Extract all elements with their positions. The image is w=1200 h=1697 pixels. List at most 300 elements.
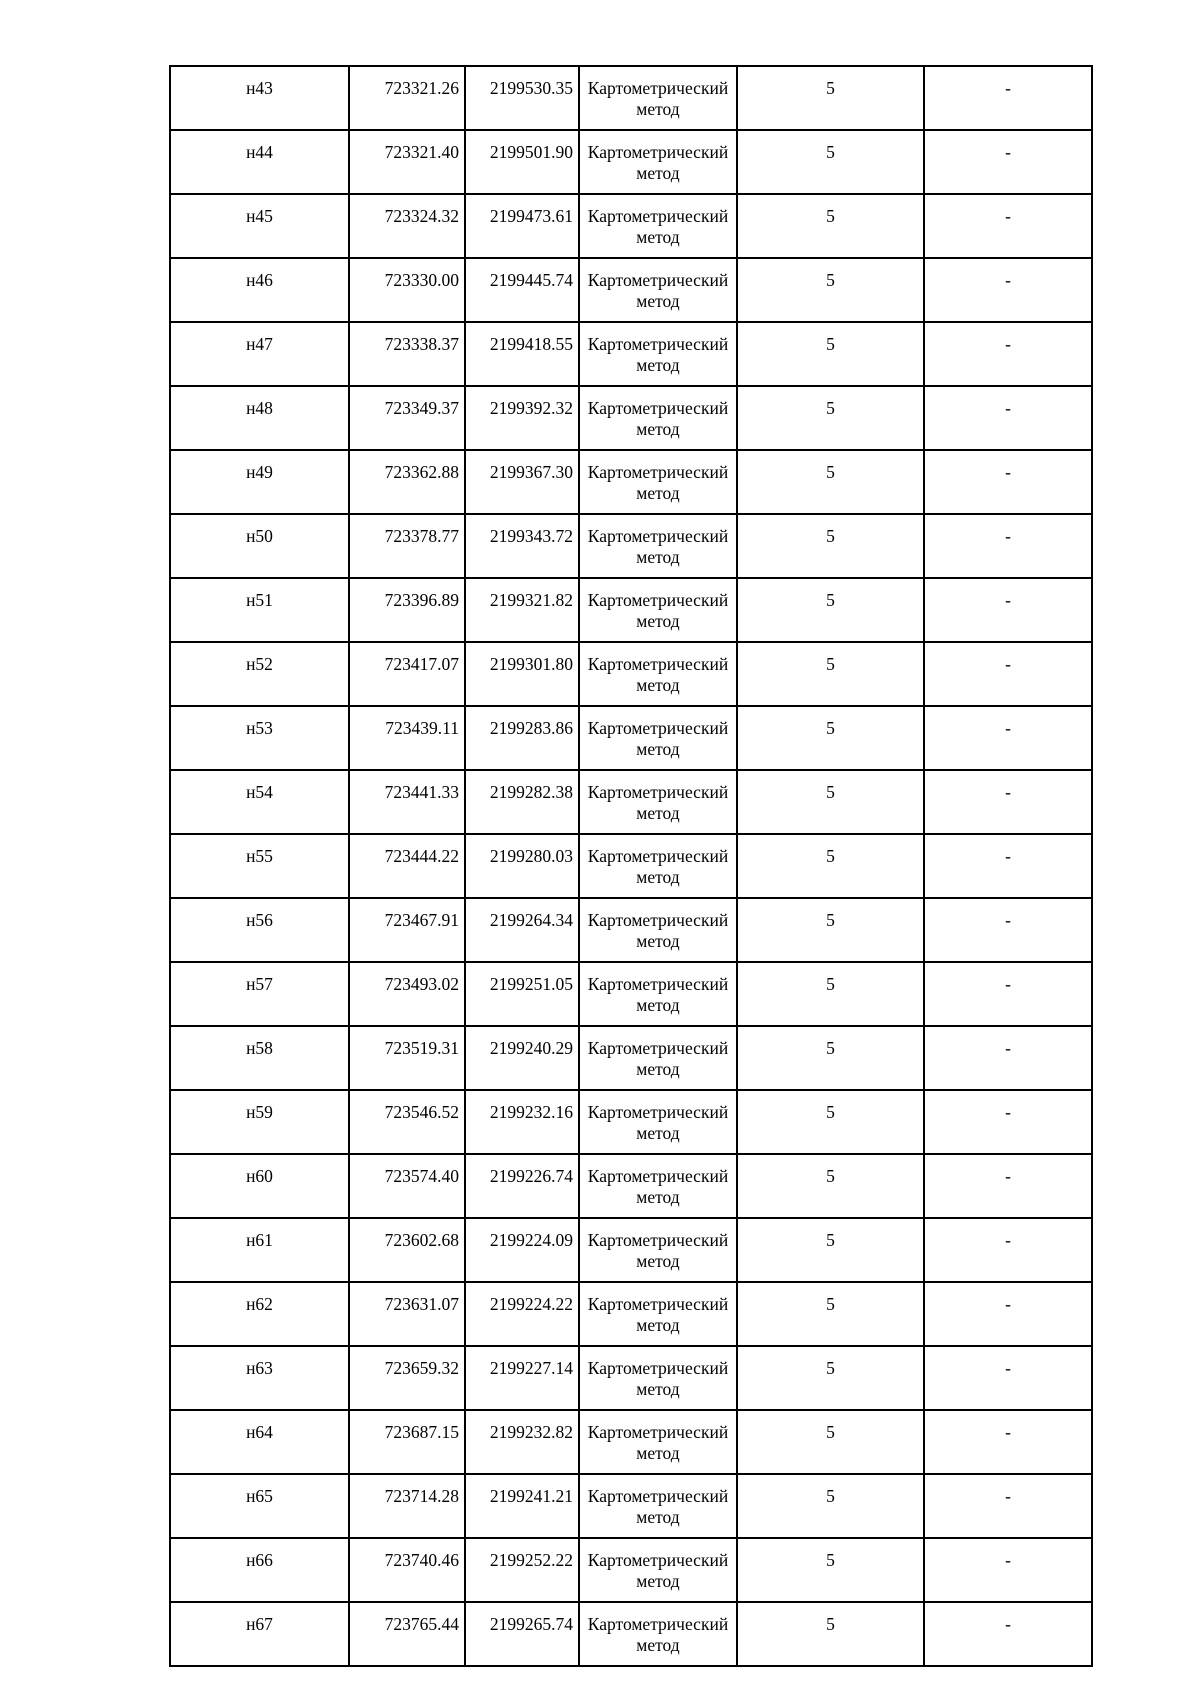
precision-cell [737,386,924,450]
precision-cell [737,962,924,1026]
coordinates-table-body [170,66,1092,1666]
x-coordinate-text: 723324.32 [384,206,459,226]
method-cell [579,1090,737,1154]
x-coordinate-text: 723321.40 [384,142,459,162]
point-name-text: н58 [246,1038,273,1058]
point-name-cell [170,1154,349,1218]
point-name-text: н48 [246,398,273,418]
x-coordinate-text: 723321.26 [384,78,459,98]
table-row [170,450,1092,514]
description-text: - [1005,718,1011,738]
table-row [170,1474,1092,1538]
precision-text: 5 [826,1614,835,1634]
description-text: - [1005,1102,1011,1122]
description-text: - [1005,1550,1011,1570]
precision-cell [737,1282,924,1346]
precision-text: 5 [826,1358,835,1378]
precision-text: 5 [826,1486,835,1506]
x-coordinate-text: 723362.88 [384,462,459,482]
precision-text: 5 [826,1038,835,1058]
point-name-text: н46 [246,270,273,290]
table-row [170,386,1092,450]
method-cell [579,578,737,642]
description-text: - [1005,654,1011,674]
x-coordinate-cell [349,1154,465,1218]
x-coordinate-cell [349,194,465,258]
x-coordinate-cell [349,450,465,514]
method-cell [579,1602,737,1666]
point-name-cell [170,1410,349,1474]
method-text: Картометрический метод [587,782,729,823]
x-coordinate-text: 723687.15 [384,1422,459,1442]
y-coordinate-text: 2199280.03 [489,846,573,866]
method-cell [579,770,737,834]
description-text: - [1005,1230,1011,1250]
point-name-cell [170,322,349,386]
y-coordinate-text: 2199224.09 [489,1230,573,1250]
method-cell [579,1346,737,1410]
description-cell [924,706,1092,770]
description-cell [924,194,1092,258]
precision-cell [737,258,924,322]
description-cell [924,1346,1092,1410]
point-name-text: н59 [246,1102,273,1122]
precision-text: 5 [826,846,835,866]
table-row [170,706,1092,770]
y-coordinate-cell [465,514,579,578]
method-text: Картометрический метод [587,1038,729,1079]
method-text: Картометрический метод [587,1422,729,1463]
point-name-text: н57 [246,974,273,994]
point-name-cell [170,962,349,1026]
table-row [170,514,1092,578]
y-coordinate-text: 2199321.82 [489,590,573,610]
point-name-cell [170,1474,349,1538]
method-cell [579,1154,737,1218]
precision-cell [737,1538,924,1602]
y-coordinate-text: 2199227.14 [489,1358,573,1378]
method-text: Картометрический метод [587,206,729,247]
precision-text: 5 [826,1102,835,1122]
description-cell [924,66,1092,130]
point-name-text: н55 [246,846,273,866]
x-coordinate-text: 723493.02 [384,974,459,994]
method-cell [579,514,737,578]
y-coordinate-cell [465,898,579,962]
description-text: - [1005,1358,1011,1378]
y-coordinate-cell [465,578,579,642]
description-text: - [1005,590,1011,610]
x-coordinate-text: 723519.31 [384,1038,459,1058]
point-name-text: н62 [246,1294,273,1314]
precision-text: 5 [826,1550,835,1570]
y-coordinate-text: 2199265.74 [489,1614,573,1634]
y-coordinate-cell [465,450,579,514]
precision-cell [737,322,924,386]
precision-text: 5 [826,1230,835,1250]
method-text: Картометрический метод [587,462,729,503]
precision-cell [737,642,924,706]
x-coordinate-text: 723396.89 [384,590,459,610]
precision-cell [737,1474,924,1538]
y-coordinate-cell [465,194,579,258]
precision-cell [737,898,924,962]
description-cell [924,834,1092,898]
point-name-cell [170,578,349,642]
precision-cell [737,194,924,258]
description-text: - [1005,846,1011,866]
precision-text: 5 [826,334,835,354]
method-cell [579,898,737,962]
y-coordinate-cell [465,1346,579,1410]
description-text: - [1005,1422,1011,1442]
method-text: Картометрический метод [587,1614,729,1655]
description-cell [924,578,1092,642]
y-coordinate-text: 2199367.30 [489,462,573,482]
x-coordinate-cell [349,834,465,898]
x-coordinate-cell [349,642,465,706]
description-text: - [1005,1294,1011,1314]
description-text: - [1005,270,1011,290]
precision-cell [737,450,924,514]
y-coordinate-text: 2199301.80 [489,654,573,674]
x-coordinate-cell [349,130,465,194]
y-coordinate-cell [465,706,579,770]
description-cell [924,1154,1092,1218]
x-coordinate-text: 723330.00 [384,270,459,290]
description-text: - [1005,78,1011,98]
method-text: Картометрический метод [587,334,729,375]
description-cell [924,1538,1092,1602]
y-coordinate-cell [465,1154,579,1218]
y-coordinate-text: 2199264.34 [489,910,573,930]
precision-text: 5 [826,654,835,674]
precision-cell [737,770,924,834]
precision-text: 5 [826,974,835,994]
table-row [170,130,1092,194]
point-name-cell [170,514,349,578]
x-coordinate-cell [349,1282,465,1346]
precision-text: 5 [826,398,835,418]
precision-cell [737,130,924,194]
description-cell [924,1474,1092,1538]
description-text: - [1005,1486,1011,1506]
method-text: Картометрический метод [587,526,729,567]
x-coordinate-text: 723378.77 [384,526,459,546]
x-coordinate-text: 723659.32 [384,1358,459,1378]
y-coordinate-text: 2199501.90 [489,142,573,162]
x-coordinate-cell [349,706,465,770]
method-text: Картометрический метод [587,270,729,311]
x-coordinate-text: 723631.07 [384,1294,459,1314]
description-cell [924,898,1092,962]
method-text: Картометрический метод [587,78,729,119]
method-cell [579,450,737,514]
description-cell [924,1218,1092,1282]
description-text: - [1005,334,1011,354]
table-row [170,770,1092,834]
y-coordinate-text: 2199251.05 [489,974,573,994]
point-name-text: н56 [246,910,273,930]
y-coordinate-text: 2199343.72 [489,526,573,546]
x-coordinate-cell [349,1538,465,1602]
y-coordinate-text: 2199392.32 [489,398,573,418]
method-cell [579,194,737,258]
precision-text: 5 [826,590,835,610]
point-name-cell [170,1026,349,1090]
description-text: - [1005,782,1011,802]
y-coordinate-text: 2199226.74 [489,1166,573,1186]
x-coordinate-cell [349,1026,465,1090]
method-cell [579,1410,737,1474]
precision-text: 5 [826,1294,835,1314]
y-coordinate-text: 2199232.82 [489,1422,573,1442]
method-cell [579,1474,737,1538]
description-text: - [1005,1166,1011,1186]
table-row [170,1346,1092,1410]
x-coordinate-text: 723546.52 [384,1102,459,1122]
point-name-cell [170,770,349,834]
y-coordinate-text: 2199282.38 [489,782,573,802]
point-name-text: н51 [246,590,273,610]
x-coordinate-cell [349,1602,465,1666]
y-coordinate-cell [465,130,579,194]
method-cell [579,642,737,706]
point-name-cell [170,66,349,130]
precision-text: 5 [826,718,835,738]
point-name-text: н65 [246,1486,273,1506]
point-name-cell [170,194,349,258]
precision-text: 5 [826,142,835,162]
description-cell [924,514,1092,578]
description-cell [924,386,1092,450]
table-row [170,1282,1092,1346]
table-row [170,834,1092,898]
description-text: - [1005,910,1011,930]
method-cell [579,66,737,130]
precision-text: 5 [826,270,835,290]
y-coordinate-cell [465,1602,579,1666]
table-row [170,1602,1092,1666]
point-name-text: н52 [246,654,273,674]
precision-cell [737,578,924,642]
table-row [170,322,1092,386]
description-cell [924,1602,1092,1666]
point-name-cell [170,1346,349,1410]
y-coordinate-cell [465,66,579,130]
description-text: - [1005,1038,1011,1058]
point-name-cell [170,1090,349,1154]
method-text: Картометрический метод [587,846,729,887]
y-coordinate-cell [465,1026,579,1090]
table-row [170,898,1092,962]
y-coordinate-cell [465,1538,579,1602]
method-text: Картометрический метод [587,654,729,695]
point-name-text: н53 [246,718,273,738]
x-coordinate-cell [349,1090,465,1154]
x-coordinate-cell [349,1346,465,1410]
method-text: Картометрический метод [587,910,729,951]
y-coordinate-cell [465,386,579,450]
point-name-cell [170,898,349,962]
precision-cell [737,706,924,770]
x-coordinate-cell [349,1218,465,1282]
description-cell [924,962,1092,1026]
y-coordinate-cell [465,1474,579,1538]
table-row [170,1538,1092,1602]
y-coordinate-text: 2199445.74 [489,270,573,290]
point-name-text: н54 [246,782,273,802]
method-cell [579,1218,737,1282]
precision-cell [737,1410,924,1474]
point-name-cell [170,130,349,194]
point-name-cell [170,1538,349,1602]
table-row [170,66,1092,130]
precision-text: 5 [826,782,835,802]
x-coordinate-cell [349,962,465,1026]
point-name-cell [170,706,349,770]
point-name-text: н45 [246,206,273,226]
coordinates-table [169,65,1093,1667]
y-coordinate-cell [465,1218,579,1282]
method-text: Картометрический метод [587,1486,729,1527]
precision-cell [737,1218,924,1282]
method-text: Картометрический метод [587,718,729,759]
point-name-text: н43 [246,78,273,98]
description-text: - [1005,974,1011,994]
method-text: Картометрический метод [587,1166,729,1207]
description-cell [924,322,1092,386]
point-name-text: н67 [246,1614,273,1634]
precision-cell [737,514,924,578]
method-cell [579,706,737,770]
precision-text: 5 [826,1166,835,1186]
x-coordinate-cell [349,322,465,386]
precision-cell [737,834,924,898]
precision-cell [737,66,924,130]
point-name-cell [170,834,349,898]
y-coordinate-text: 2199418.55 [489,334,573,354]
y-coordinate-cell [465,642,579,706]
precision-cell [737,1346,924,1410]
y-coordinate-text: 2199530.35 [489,78,573,98]
point-name-text: н63 [246,1358,273,1378]
point-name-cell [170,1218,349,1282]
y-coordinate-text: 2199283.86 [489,718,573,738]
precision-cell [737,1090,924,1154]
x-coordinate-text: 723765.44 [384,1614,459,1634]
description-cell [924,130,1092,194]
description-text: - [1005,1614,1011,1634]
description-cell [924,642,1092,706]
y-coordinate-text: 2199240.29 [489,1038,573,1058]
point-name-text: н66 [246,1550,273,1570]
y-coordinate-cell [465,258,579,322]
method-text: Картометрический метод [587,590,729,631]
x-coordinate-cell [349,258,465,322]
method-text: Картометрический метод [587,398,729,439]
x-coordinate-cell [349,514,465,578]
description-cell [924,1410,1092,1474]
x-coordinate-cell [349,770,465,834]
precision-cell [737,1602,924,1666]
description-text: - [1005,398,1011,418]
precision-cell [737,1154,924,1218]
point-name-text: н50 [246,526,273,546]
y-coordinate-cell [465,962,579,1026]
table-row [170,194,1092,258]
precision-text: 5 [826,78,835,98]
precision-cell [737,1026,924,1090]
point-name-text: н61 [246,1230,273,1250]
method-text: Картометрический метод [587,974,729,1015]
x-coordinate-text: 723444.22 [384,846,459,866]
description-cell [924,1090,1092,1154]
x-coordinate-cell [349,66,465,130]
method-cell [579,1538,737,1602]
table-row [170,1154,1092,1218]
precision-text: 5 [826,1422,835,1442]
description-cell [924,450,1092,514]
point-name-text: н60 [246,1166,273,1186]
point-name-text: н47 [246,334,273,354]
point-name-cell [170,1602,349,1666]
y-coordinate-text: 2199473.61 [489,206,573,226]
precision-text: 5 [826,206,835,226]
precision-text: 5 [826,526,835,546]
precision-text: 5 [826,462,835,482]
method-cell [579,834,737,898]
point-name-text: н64 [246,1422,273,1442]
description-cell [924,770,1092,834]
x-coordinate-text: 723349.37 [384,398,459,418]
table-row [170,962,1092,1026]
y-coordinate-text: 2199241.21 [489,1486,573,1506]
description-text: - [1005,526,1011,546]
method-text: Картометрический метод [587,142,729,183]
table-row [170,1410,1092,1474]
y-coordinate-text: 2199224.22 [489,1294,573,1314]
method-cell [579,962,737,1026]
x-coordinate-text: 723338.37 [384,334,459,354]
y-coordinate-text: 2199232.16 [489,1102,573,1122]
description-cell [924,1282,1092,1346]
y-coordinate-cell [465,1090,579,1154]
method-cell [579,130,737,194]
point-name-cell [170,450,349,514]
x-coordinate-cell [349,1410,465,1474]
y-coordinate-cell [465,770,579,834]
method-text: Картометрический метод [587,1358,729,1399]
table-row [170,258,1092,322]
precision-text: 5 [826,910,835,930]
point-name-cell [170,642,349,706]
description-text: - [1005,142,1011,162]
method-cell [579,322,737,386]
x-coordinate-text: 723602.68 [384,1230,459,1250]
x-coordinate-text: 723417.07 [384,654,459,674]
x-coordinate-cell [349,898,465,962]
description-cell [924,1026,1092,1090]
method-cell [579,386,737,450]
method-text: Картометрический метод [587,1102,729,1143]
y-coordinate-text: 2199252.22 [489,1550,573,1570]
x-coordinate-text: 723740.46 [384,1550,459,1570]
method-text: Картометрический метод [587,1550,729,1591]
point-name-text: н49 [246,462,273,482]
x-coordinate-text: 723467.91 [384,910,459,930]
x-coordinate-cell [349,386,465,450]
